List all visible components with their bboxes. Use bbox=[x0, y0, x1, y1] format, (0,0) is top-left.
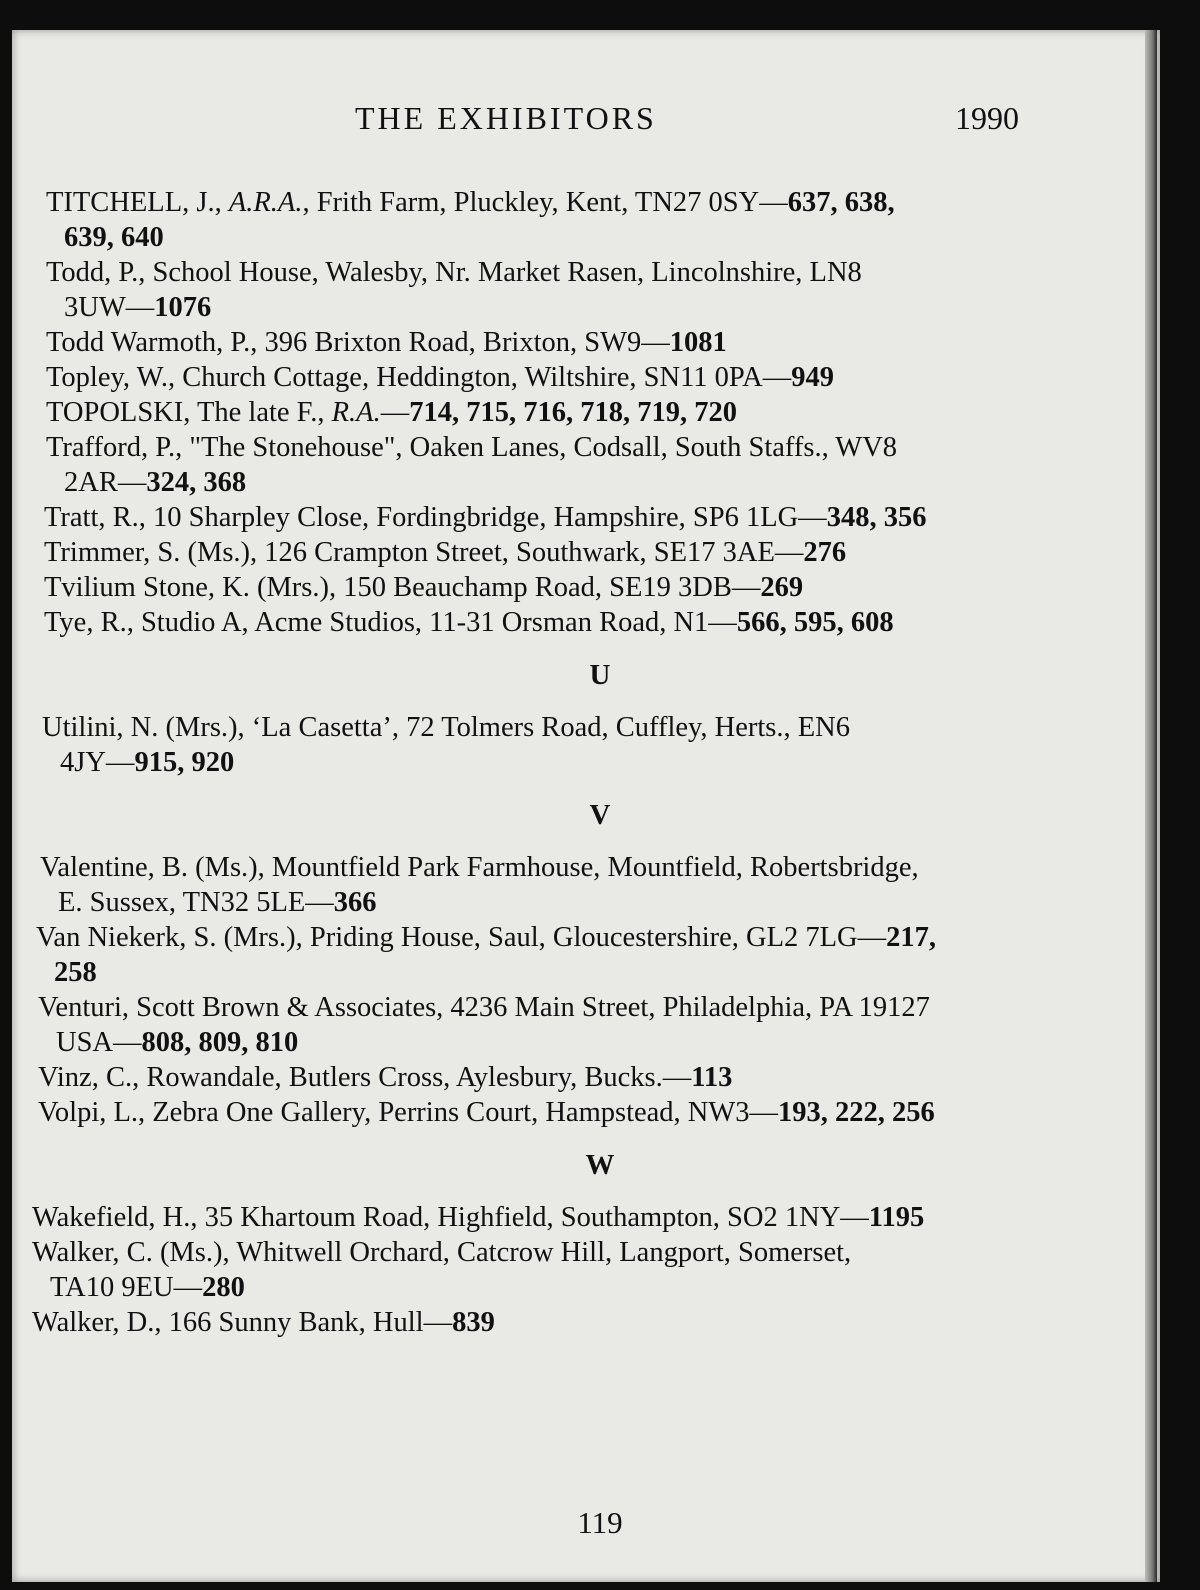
running-title: THE EXHIBITORS bbox=[355, 100, 657, 136]
catalogue-numbers: 1081 bbox=[669, 327, 727, 358]
entry-text: Tratt, R., 10 Sharpley Close, Fordingbridge, Hampshire, SP6 1LG— bbox=[44, 502, 827, 533]
catalogue-numbers: 258 bbox=[54, 957, 97, 988]
entry-text: Venturi, Scott Brown & Associates, 4236 Main Street, Philadelphia, PA 19127 bbox=[38, 992, 930, 1023]
entry-text: 2AR— bbox=[64, 467, 147, 498]
entry-text: , Frith Farm, Pluckley, Kent, TN27 0SY— bbox=[302, 187, 788, 218]
exhibitor-entry bbox=[0, 430, 1200, 500]
entry-continuation-line bbox=[0, 220, 1200, 255]
entry-honour: A.R.A. bbox=[228, 187, 303, 218]
entry-line bbox=[0, 920, 1200, 955]
exhibitor-entry bbox=[0, 710, 1200, 780]
catalogue-numbers: 949 bbox=[791, 362, 834, 393]
catalogue-numbers: 217, bbox=[886, 922, 936, 953]
entry-text: Van Niekerk, S. (Mrs.), Priding House, Saul, Gloucestershire, GL2 7LG— bbox=[36, 922, 887, 953]
entry-continuation-line bbox=[0, 1270, 1200, 1305]
entry-continuation-line bbox=[0, 745, 1200, 780]
page-number: 119 bbox=[577, 1505, 623, 1540]
entry-line bbox=[0, 1235, 1200, 1270]
entry-honour: R.A. bbox=[331, 397, 381, 428]
catalogue-numbers: 269 bbox=[760, 572, 804, 603]
exhibitor-entry bbox=[0, 1200, 1200, 1235]
exhibitor-entry bbox=[0, 185, 1200, 255]
section-letter: V bbox=[589, 799, 611, 831]
entry-text: Volpi, L., Zebra One Gallery, Perrins Court, Hampstead, NW3— bbox=[38, 1097, 779, 1128]
exhibitor-entry bbox=[0, 850, 1200, 920]
catalogue-numbers: 113 bbox=[691, 1062, 733, 1093]
entry-line bbox=[0, 1060, 1200, 1095]
catalogue-numbers: 276 bbox=[803, 537, 847, 568]
entry-text: Trimmer, S. (Ms.), 126 Crampton Street, Southwark, SE17 3AE— bbox=[44, 537, 804, 568]
catalogue-numbers: 1076 bbox=[154, 292, 212, 323]
exhibitor-entry bbox=[0, 360, 1200, 395]
exhibitor-entry bbox=[0, 535, 1200, 570]
entry-line bbox=[0, 850, 1200, 885]
entry-line bbox=[0, 1200, 1200, 1235]
entry-continuation-line bbox=[0, 955, 1200, 990]
entry-text: Tye, R., Studio A, Acme Studios, 11-31 Orsman Road, N1— bbox=[44, 607, 737, 638]
catalogue-numbers: 639, 640 bbox=[64, 222, 164, 253]
exhibitor-entry bbox=[0, 255, 1200, 325]
entry-text: Valentine, B. (Ms.), Mountfield Park Farmhouse, Mountfield, Robertsbridge, bbox=[40, 852, 919, 883]
entry-text: Topley, W., Church Cottage, Heddington, Wiltshire, SN11 0PA— bbox=[46, 362, 792, 393]
entry-continuation-line bbox=[0, 1025, 1200, 1060]
catalogue-numbers: 1195 bbox=[868, 1202, 925, 1233]
entry-continuation-line bbox=[0, 290, 1200, 325]
exhibitor-entry bbox=[0, 570, 1200, 605]
exhibitor-entry bbox=[0, 1095, 1200, 1130]
catalogue-numbers: 839 bbox=[452, 1307, 495, 1338]
exhibitor-entry bbox=[0, 920, 1200, 990]
exhibitor-entry bbox=[0, 605, 1200, 640]
entry-line bbox=[0, 535, 1200, 570]
catalogue-numbers: 193, 222, 256 bbox=[778, 1097, 935, 1128]
entry-line bbox=[0, 570, 1200, 605]
entry-continuation-line bbox=[0, 885, 1200, 920]
catalogue-numbers: 280 bbox=[202, 1272, 245, 1303]
entry-text: E. Sussex, TN32 5LE— bbox=[58, 887, 334, 918]
exhibitor-list bbox=[0, 185, 1200, 1340]
entry-line bbox=[0, 1095, 1200, 1130]
entry-line bbox=[0, 710, 1200, 745]
entry-line bbox=[0, 990, 1200, 1025]
entry-line bbox=[0, 500, 1200, 535]
catalogue-numbers: 566, 595, 608 bbox=[736, 607, 894, 638]
entry-line bbox=[0, 255, 1200, 290]
entry-continuation-line bbox=[0, 465, 1200, 500]
running-header bbox=[0, 100, 1200, 144]
entry-text: Vinz, C., Rowandale, Butlers Cross, Aylesbury, Bucks.— bbox=[38, 1062, 692, 1093]
entry-line bbox=[0, 605, 1200, 640]
exhibitor-entry bbox=[0, 1060, 1200, 1095]
entry-line bbox=[0, 325, 1200, 360]
entry-line bbox=[0, 1305, 1200, 1340]
entry-text: Walker, D., 166 Sunny Bank, Hull— bbox=[32, 1307, 453, 1338]
entry-text: Tvilium Stone, K. (Mrs.), 150 Beauchamp Road, SE19 3DB— bbox=[44, 572, 761, 603]
entry-text: Utilini, N. (Mrs.), ‘La Casetta’, 72 Tolmers Road, Cuffley, Herts., EN6 bbox=[42, 712, 851, 743]
section-letter: W bbox=[585, 1149, 615, 1181]
exhibitor-entry bbox=[0, 1235, 1200, 1305]
exhibitor-entry bbox=[0, 500, 1200, 535]
running-year: 1990 bbox=[955, 100, 1019, 136]
entry-text: Todd, P., School House, Walesby, Nr. Market Rasen, Lincolnshire, LN8 bbox=[46, 257, 862, 288]
catalogue-numbers: 324, 368 bbox=[146, 467, 247, 498]
entry-text: 3UW— bbox=[64, 292, 155, 323]
catalogue-numbers: 366 bbox=[333, 887, 377, 918]
catalogue-numbers: 915, 920 bbox=[134, 747, 235, 778]
entry-text: Walker, C. (Ms.), Whitwell Orchard, Catcrow Hill, Langport, Somerset, bbox=[32, 1237, 852, 1268]
entry-text: — bbox=[380, 397, 410, 428]
catalogue-numbers: 637, 638, bbox=[787, 187, 895, 218]
entry-text: Wakefield, H., 35 Khartoum Road, Highfield, Southampton, SO2 1NY— bbox=[32, 1202, 869, 1233]
entry-text: Trafford, P., "The Stonehouse", Oaken Lanes, Codsall, South Staffs., WV8 bbox=[46, 432, 898, 463]
catalogue-numbers: 714, 715, 716, 718, 719, 720 bbox=[409, 397, 737, 428]
exhibitor-entry bbox=[0, 395, 1200, 430]
entry-text: TA10 9EU— bbox=[50, 1272, 203, 1303]
entry-line bbox=[0, 360, 1200, 395]
entry-line bbox=[0, 430, 1200, 465]
entry-text: TITCHELL, J., bbox=[46, 187, 229, 218]
exhibitor-entry bbox=[0, 325, 1200, 360]
entry-line bbox=[0, 185, 1200, 220]
catalogue-numbers: 808, 809, 810 bbox=[141, 1027, 299, 1058]
entry-text: Todd Warmoth, P., 396 Brixton Road, Brixton, SW9— bbox=[46, 327, 670, 358]
entry-text: USA— bbox=[56, 1027, 142, 1058]
entry-text: 4JY— bbox=[60, 747, 135, 778]
section-letter: U bbox=[589, 659, 611, 691]
catalogue-numbers: 348, 356 bbox=[826, 502, 927, 533]
entry-text: TOPOLSKI, The late F., bbox=[46, 397, 332, 428]
entry-line bbox=[0, 395, 1200, 430]
exhibitor-entry bbox=[0, 990, 1200, 1060]
exhibitor-entry bbox=[0, 1305, 1200, 1340]
